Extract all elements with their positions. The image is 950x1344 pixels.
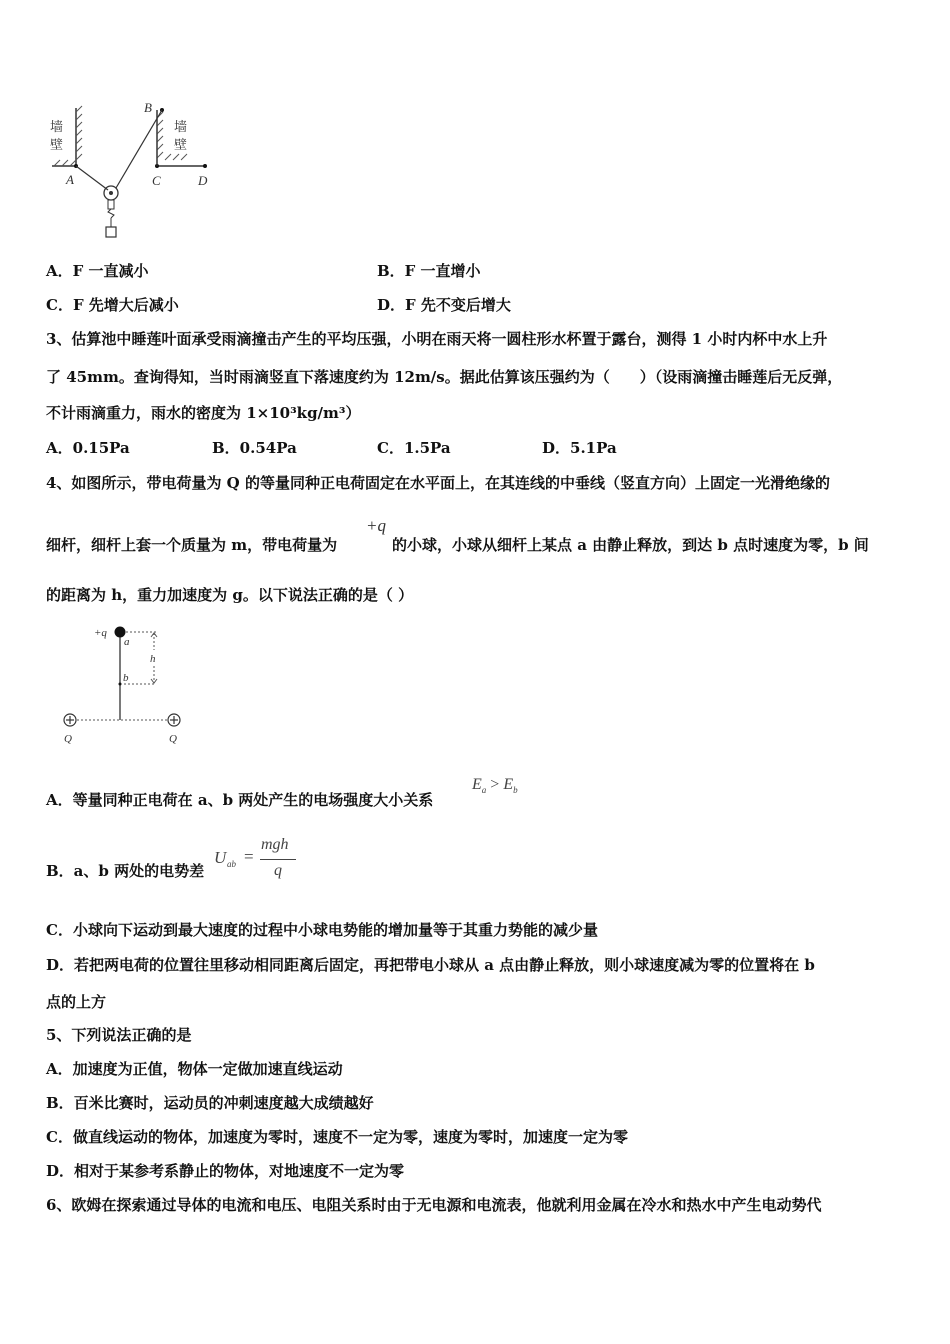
q4-stem-line-2b: 的小球，小球从细杆上某点 a 由静止释放，到达 b 点时速度为零，b 间 [392,536,869,554]
q2-option-a: A．F 一直减小 [46,262,149,280]
point-c-label: C [152,173,161,188]
eb-subscript: b [513,785,518,796]
ea-symbol: E [472,776,482,793]
eb-symbol: E [503,776,514,793]
gt-symbol: > [486,776,504,793]
q2-option-d: D．F 先不变后增大 [377,296,511,314]
q4-option-d-line-1: D．若把两电荷的位置往里移动相同距离后固定，再把带电小球从 a 点由静止释放，则小球速度减为零的位置将在 b [46,956,815,974]
q2-option-c: C．F 先增大后减小 [46,296,179,314]
q3-stem-line-1: 3、估算池中睡莲叶面承受雨滴撞击产生的平均压强，小明在雨天将一圆柱形水杯置于露台，测得 1 小时内杯中水上升 [46,330,828,348]
q4-option-a: A．等量同种正电荷在 a、b 两处产生的电场强度大小关系 [46,791,434,809]
q4-option-d-line-2: 点的上方 [46,993,107,1011]
charges-rod-figure [44,620,204,750]
q4-plus-q: +q [366,516,386,535]
fig-q1-label: Q [64,733,72,745]
q4-option-a-math [472,776,518,795]
q3-option-b: B．0.54Pa [212,439,297,457]
q3-option-a: A．0.15Pa [46,439,130,457]
wall-left-label-2: 壁 [50,137,64,152]
fig-b-label: b [123,672,129,684]
q4-stem-line-1: 4、如图所示，带电荷量为 Q 的等量同种正电荷固定在水平面上，在其连线的中垂线（竖直方向）上固定一光滑绝缘的 [46,474,830,492]
q4-option-b: B．a、b 两处的电势差 [46,862,205,880]
q3-option-c: C．1.5Pa [377,439,451,457]
point-b-label: B [144,100,152,115]
q4-stem-line-2a: 细杆，细杆上套一个质量为 m，带电荷量为 [46,536,338,554]
fraction-denominator: q [274,862,282,879]
wall-right-label-2: 壁 [174,137,188,152]
wall-right-label-1: 墙 [174,119,188,134]
fig-q2-label: Q [169,733,177,745]
point-a-label: A [66,172,74,187]
equals-symbol: = [244,847,254,866]
u-symbol: U [214,848,227,867]
q3-stem-line-2: 了 45mm。查询得知，当时雨滴竖直下落速度约为 12m/s。据此估算该压强约为（ ）（设雨滴撞击睡莲后无反弹， [46,368,843,386]
q5-option-c: C．做直线运动的物体，加速度为零时，速度不一定为零，速度为零时，加速度一定为零 [46,1128,628,1146]
q4-stem-line-3: 的距离为 h，重力加速度为 g。以下说法正确的是（ ） [46,586,414,604]
fig-a-label: a [124,636,130,648]
ea-subscript: a [481,785,487,796]
fig-plus-q-label: +q [94,627,107,639]
q3-option-d: D．5.1Pa [542,439,617,457]
point-d-label: D [198,173,208,188]
q4-option-c: C．小球向下运动到最大速度的过程中小球电势能的增加量等于其重力势能的减少量 [46,921,598,939]
q5-option-b: B．百米比赛时，运动员的冲刺速度越大成绩越好 [46,1094,374,1112]
fraction-numerator: mgh [261,836,289,853]
u-subscript: ab [227,859,236,869]
fig-h-label: h [150,653,156,665]
q5-option-d: D．相对于某参考系静止的物体，对地速度不一定为零 [46,1162,405,1180]
wall-left-label-1: 墙 [50,119,64,134]
q6-stem-line-1: 6、欧姆在探索通过导体的电流和电压、电阻关系时由于无电源和电流表，他就利用金属在冷水和热水中产生电动势代 [46,1196,822,1214]
q5-option-a: A．加速度为正值，物体一定做加速直线运动 [46,1060,343,1078]
wall-pulley-figure [40,98,220,243]
q2-option-b: B．F 一直增小 [377,262,481,280]
q3-stem-line-3: 不计雨滴重力，雨水的密度为 1×10³kg/m³） [46,404,361,422]
q5-stem: 5、下列说法正确的是 [46,1026,192,1044]
